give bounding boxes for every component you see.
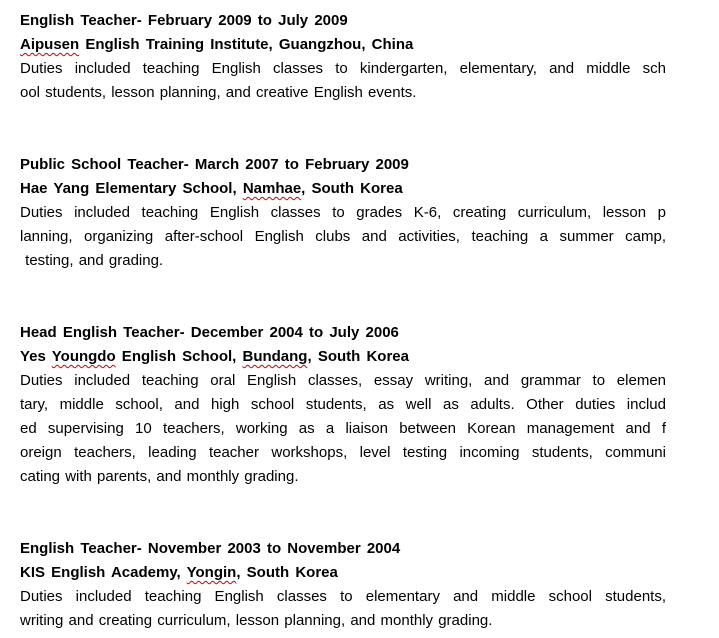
job-organization: [20, 561, 666, 585]
org-word: Youngdo: [51, 348, 116, 365]
org-word: Yongin: [186, 564, 237, 581]
org-word: English School,: [115, 348, 243, 365]
job-description-line: writing and creating curriculum, lesson planning, and monthly grading.: [20, 612, 493, 629]
org-word: Hae Yang Elementary School,: [20, 180, 243, 197]
org-word: Namhae: [242, 180, 302, 197]
job-entry: [20, 321, 666, 489]
job-entry: [20, 153, 666, 273]
job-description-line: ed supervising 10 teachers, working as a liaison between Korean management and f: [20, 420, 666, 437]
org-word: Bundang: [242, 348, 308, 365]
job-title: English Teacher- November 2003 to November 2004: [20, 540, 401, 557]
org-word: KIS English Academy,: [20, 564, 187, 581]
job-description-line: testing, and grading.: [20, 252, 164, 269]
org-word: , South Korea: [307, 348, 409, 365]
job-title: English Teacher- February 2009 to July 2009: [20, 12, 348, 29]
job-description-line: oreign teachers, leading teacher workshops, level testing incoming students, communi: [20, 444, 666, 461]
job-description-line: cating with parents, and monthly grading.: [20, 468, 299, 485]
org-word: Aipusen: [20, 36, 80, 53]
job-description-line: Duties included teaching English classes to kindergarten, elementary, and middle sch: [20, 60, 666, 77]
org-word: , South Korea: [301, 180, 403, 197]
org-word: English Training Institute, Guangzhou, China: [79, 36, 414, 53]
job-organization: [20, 177, 666, 201]
job-entry: [20, 537, 666, 633]
job-organization: [20, 345, 666, 369]
job-description-line: lanning, organizing after-school English clubs and activities, teaching a summer camp,: [20, 228, 666, 245]
job-description-line: tary, middle school, and high school students, as well as adults. Other duties includ: [20, 396, 666, 413]
org-word: Yes: [20, 348, 52, 365]
job-organization: [20, 33, 666, 57]
job-title: Head English Teacher- December 2004 to July 2006: [20, 324, 399, 341]
job-description-line: ool students, lesson planning, and creative English events.: [20, 84, 417, 101]
job-description-line: Duties included teaching English classes to grades K-6, creating curriculum, lesson p: [20, 204, 666, 221]
job-description-line: Duties included teaching oral English classes, essay writing, and grammar to elemen: [20, 372, 666, 389]
job-description-line: Duties included teaching English classes to elementary and middle school students,: [20, 588, 666, 605]
job-entry: [20, 9, 666, 105]
job-title: Public School Teacher- March 2007 to February 2009: [20, 156, 409, 173]
org-word: , South Korea: [236, 564, 338, 581]
